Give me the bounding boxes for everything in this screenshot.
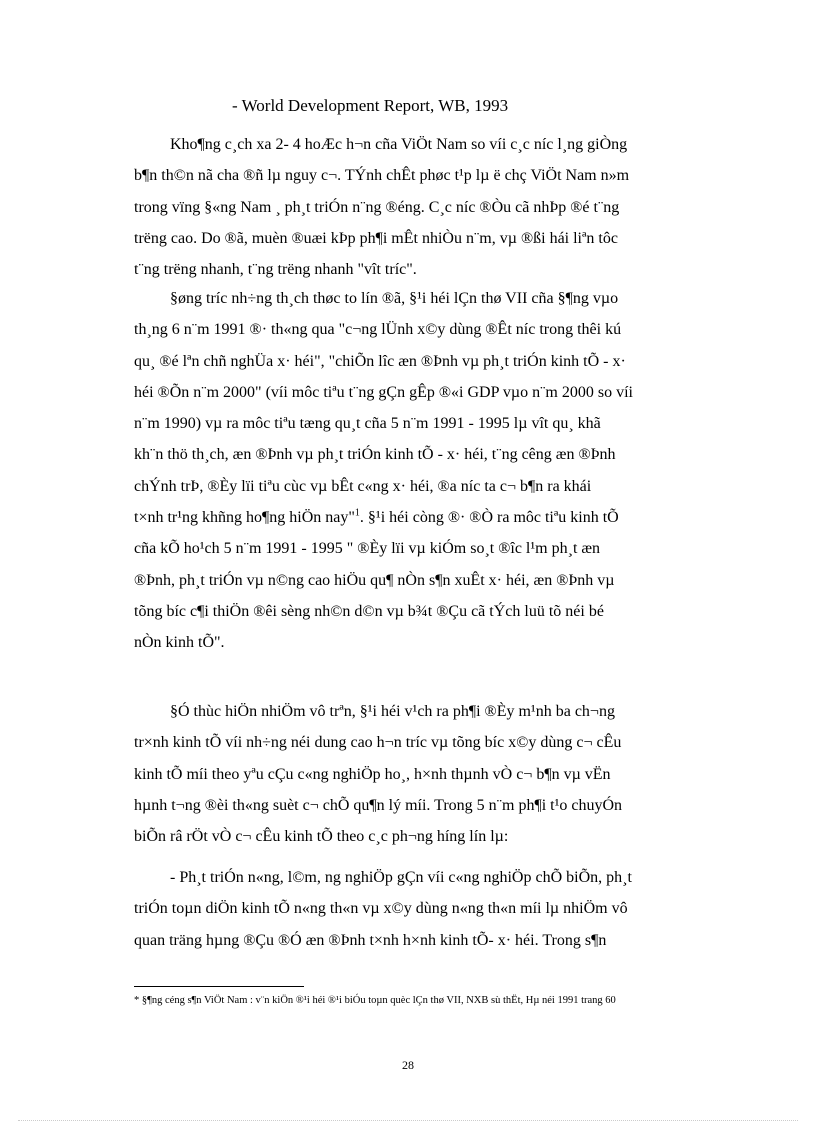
text-line: trong vïng §«ng Nam ¸ ph¸t triÓn n¨ng ®éng. C¸c níc ®Òu cã nhÞp ®é t¨ng <box>134 198 620 216</box>
footnote-marker: 1 <box>354 507 360 519</box>
text-line: tr×nh kinh tÕ víi nh÷ng néi dung cao h¬n tríc vµ tõng bíc x©y dùng c¬ cÊu <box>134 734 622 752</box>
text-line: ®Þnh, ph¸t triÓn vµ n©ng cao hiÖu qu¶ nÒn s¶n xuÊt x· héi, æn ®Þnh vµ <box>134 571 615 589</box>
text-line: nÒn kinh tÕ". <box>134 634 225 652</box>
text-line: n¨m 1990) vµ ra môc tiªu tæng qu¸t cña 5 n¨m 1991 - 1995 lµ vît qu¸ khã <box>134 415 601 433</box>
text-line-tail: . §¹i héi còng ®· ®Ò ra môc tiªu kinh tÕ <box>359 509 619 527</box>
page-number: 28 <box>402 1058 414 1072</box>
text-line: triÓn toµn diÖn kinh tÕ n«ng th«n vµ x©y dùng n«ng th«n míi lµ nhiÖm vô <box>134 900 628 918</box>
page-bottom-divider <box>18 1120 798 1121</box>
text-line: quan träng hµng ®Çu ®Ó æn ®Þnh t×nh h×nh kinh tÕ- x· héi. Trong s¶n <box>134 931 607 949</box>
paragraph-1 <box>134 129 740 285</box>
footnote: * §¶ng céng s¶n ViÖt Nam : v¨n kiÖn ®¹i héi ®¹i biÓu toµn quèc lÇn thø VII, NXB sù thËt, Hµ néi 1991 trang 60 <box>134 995 616 1006</box>
text-line: kinh tÕ míi theo yªu cÇu c«ng nghiÖp ho¸, h×nh thµnh vÒ c¬ b¶n vµ vËn <box>134 765 611 783</box>
text-line: tõng bíc c¶i thiÖn ®êi sèng nh©n d©n vµ b¾t ®Çu cã tÝch luü tõ néi bé <box>134 602 604 620</box>
text-line: qu¸ ®é lªn chñ nghÜa x· héi", "chiÕn lîc æn ®Þnh vµ ph¸t triÓn kinh tÕ - x· <box>134 352 626 370</box>
text-line: trëng cao. Do ®ã, muèn ®uæi kÞp ph¶i mÊt nhiÒu n¨m, vµ ®ßi hái liªn tôc <box>134 229 618 247</box>
text-line: - Ph¸t triÓn n«ng, l©m, ng nghiÖp gÇn víi c«ng nghiÖp chÕ biÕn, ph¸t <box>170 869 632 886</box>
text-line: hµnh t¬ng ®èi th«ng suèt c¬ chÕ qu¶n lý míi. Trong 5 n¨m ph¶i t¹o chuyÓn <box>134 796 623 814</box>
text-line-start: t×nh tr¹ng khñng ho¶ng hiÖn nay" <box>134 509 355 527</box>
footnote-separator <box>134 986 304 987</box>
text-line: th¸ng 6 n¨m 1991 ®· th«ng qua "c¬ng lÜnh x©y dùng ®Êt níc trong thêi kú <box>134 321 622 339</box>
text-line: §øng tríc nh÷ng th¸ch thøc to lín ®ã, §¹i héi lÇn thø VII cña §¶ng vµo <box>170 290 619 307</box>
text-line: kh¨n thö th¸ch, æn ®Þnh vµ ph¸t triÓn kinh tÕ - x· héi, t¨ng cêng æn ®Þnh <box>134 446 616 464</box>
source-reference: - World Development Report, WB, 1993 <box>232 96 509 115</box>
text-line: t¨ng trëng nhanh, t¨ng trëng nhanh "vît tríc". <box>134 261 417 279</box>
text-line: biÕn râ rÖt vÒ c¬ cÊu kinh tÕ theo c¸c ph¬ng híng lín lµ: <box>134 828 509 846</box>
paragraph-3 <box>134 696 740 852</box>
text-line: b¶n th©n nã cha ®ñ lµ nguy c¬. TÝnh chÊt phøc t¹p lµ ë chç ViÖt Nam n»m <box>134 167 630 185</box>
text-line: Kho¶ng c¸ch xa 2- 4 hoÆc h¬n cña ViÖt Nam so víi c¸c níc l¸ng giÒng <box>170 136 628 153</box>
text-line <box>134 502 740 533</box>
text-line: cña kÕ ho¹ch 5 n¨m 1991 - 1995 " ®Èy lïi vµ kiÓm so¸t ®îc l¹m ph¸t æn <box>134 540 601 558</box>
text-line: §Ó thùc hiÖn nhiÖm vô trªn, §¹i héi v¹ch ra ph¶i ®Èy m¹nh ba ch¬ng <box>170 703 615 720</box>
paragraph-2 <box>134 283 740 659</box>
text-line: chÝnh trÞ, ®Èy lïi tiªu cùc vµ bÊt c«ng x· héi, ®a níc ta c¬ b¶n ra khái <box>134 477 592 495</box>
text-line: héi ®Õn n¨m 2000" (víi môc tiªu t¨ng gÇn gÊp ®«i GDP vµo n¨m 2000 so víi <box>134 383 633 401</box>
paragraph-4 <box>134 862 740 956</box>
